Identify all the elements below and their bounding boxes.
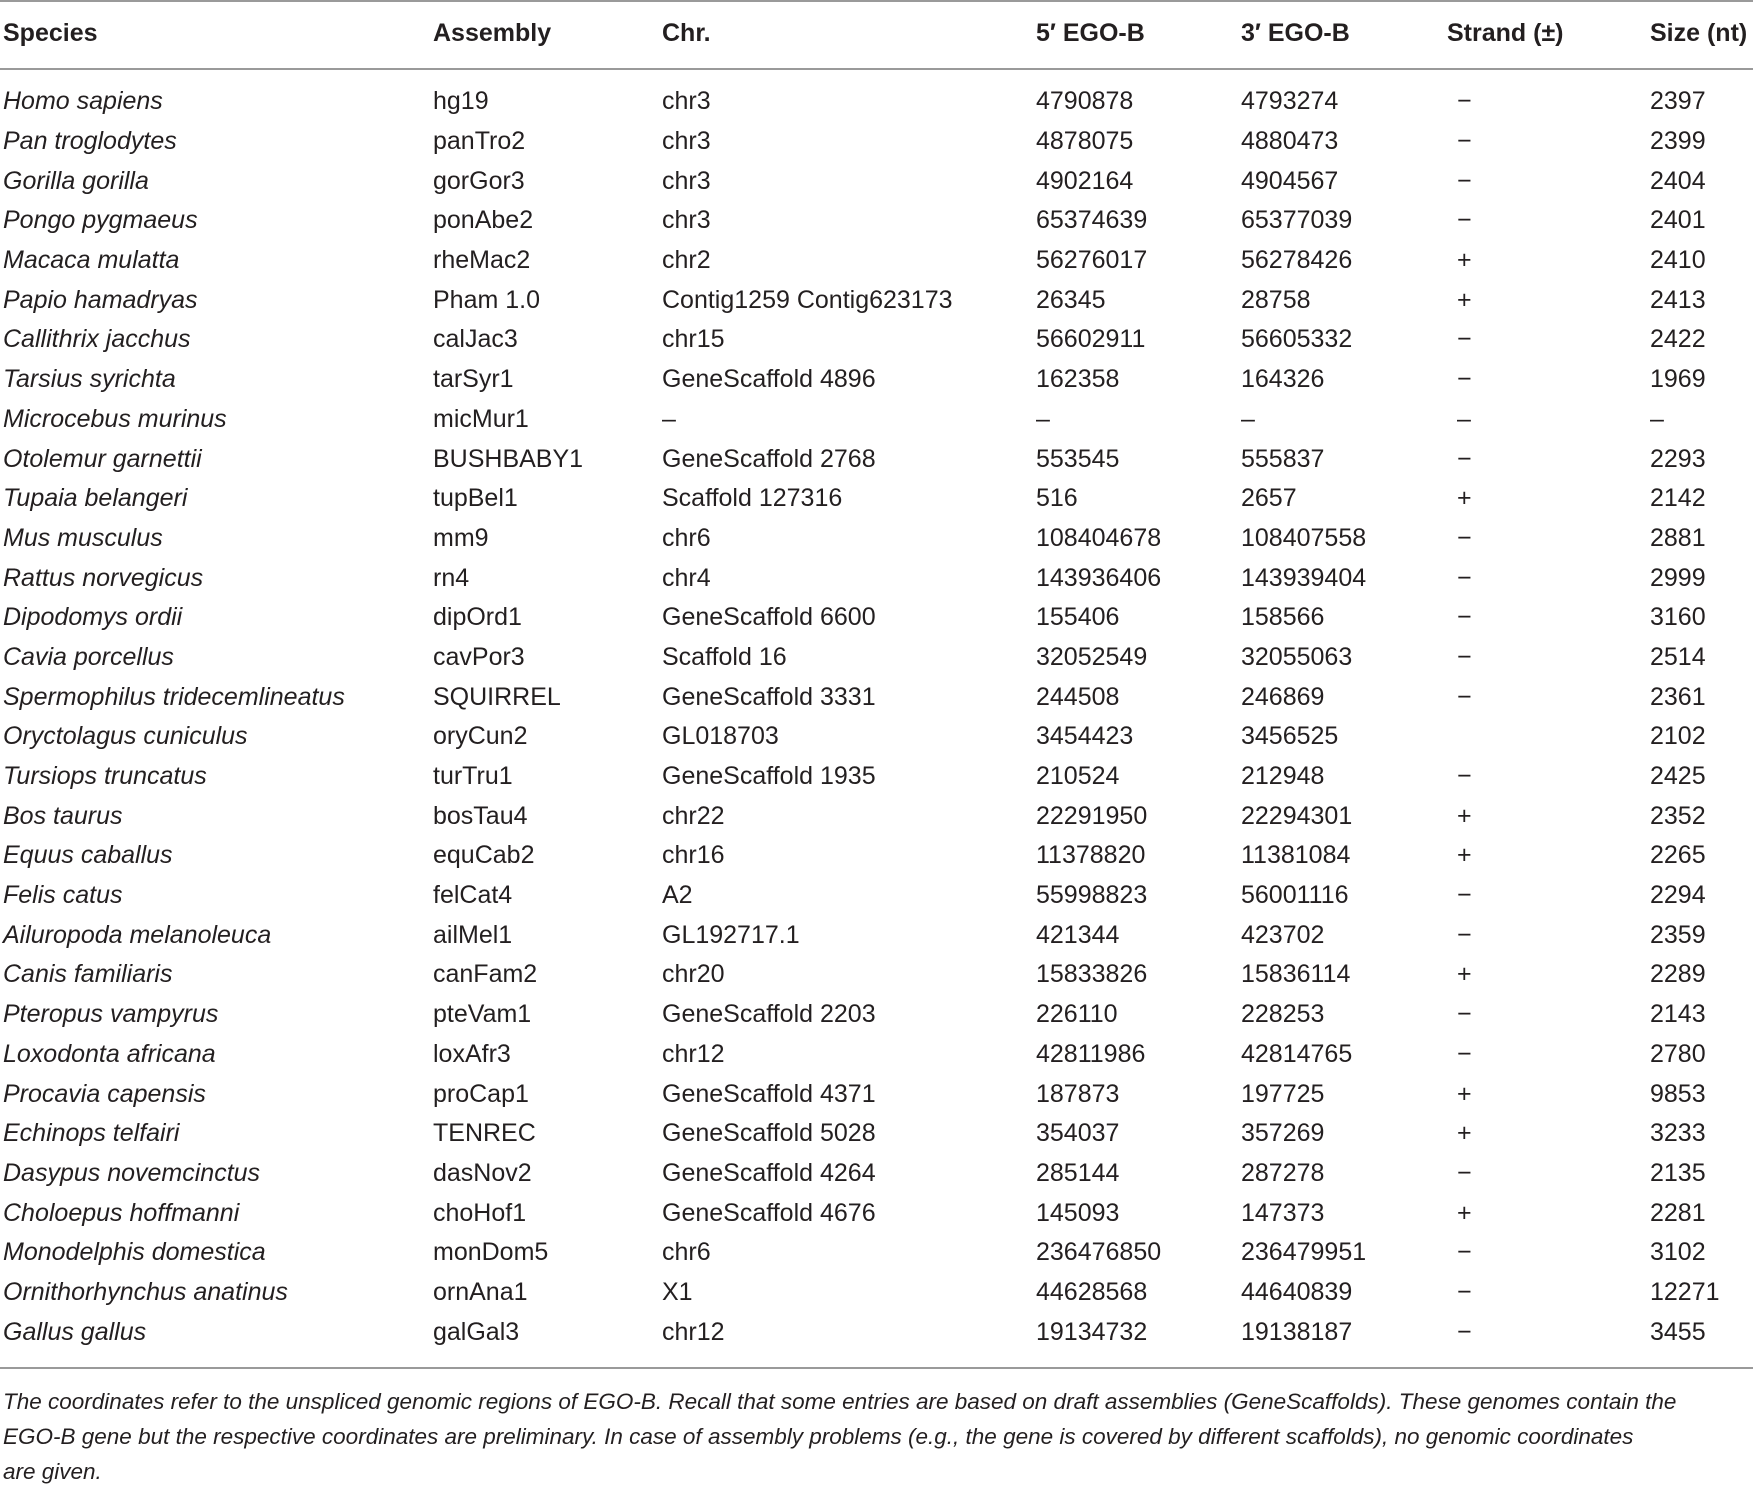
cell-chr: GeneScaffold 6600 [662,603,876,632]
cell-assembly: rn4 [433,563,470,592]
cell-size: 2401 [1650,206,1706,235]
cell-chr: chr20 [662,960,725,989]
cell-3prime-ego-b: – [1241,404,1255,433]
cell-strand: − [1457,325,1472,354]
table-row [0,320,1753,360]
cell-chr: GeneScaffold 1935 [662,762,876,791]
cell-strand: − [1457,1158,1472,1187]
cell-assembly: oryCun2 [433,722,528,751]
cell-assembly: bosTau4 [433,801,528,830]
cell-species: Felis catus [3,881,123,910]
cell-5prime-ego-b: 145093 [1036,1198,1120,1227]
cell-assembly: ponAbe2 [433,206,534,235]
table-row [0,876,1753,916]
table-row [0,519,1753,559]
cell-chr: GeneScaffold 4896 [662,365,876,394]
cell-species: Oryctolagus cuniculus [3,722,248,751]
cell-strand: − [1457,1039,1472,1068]
table-row [0,1074,1753,1114]
cell-5prime-ego-b: 4902164 [1036,166,1134,195]
cell-size: 2361 [1650,682,1706,711]
cell-species: Choloepus hoffmanni [3,1198,240,1227]
cell-species: Pongo pygmaeus [3,206,198,235]
cell-5prime-ego-b: 516 [1036,484,1078,513]
cell-species: Homo sapiens [3,87,163,116]
cell-size: 2397 [1650,87,1706,116]
cell-chr: chr16 [662,841,725,870]
footnote-line: The coordinates refer to the unspliced genomic regions of EGO-B. Recall that some entries are based on draft assemblies (GeneScaffolds). These genomes contain the [3,1389,1677,1414]
table-row [0,915,1753,955]
cell-species: Procavia capensis [3,1079,206,1108]
cell-strand: + [1457,246,1472,275]
table-bottom-rule [0,1367,1753,1369]
cell-strand: − [1457,365,1472,394]
cell-assembly: rheMac2 [433,246,531,275]
cell-species: Loxodonta africana [3,1039,216,1068]
cell-size: 2514 [1650,642,1706,671]
cell-3prime-ego-b: 143939404 [1241,563,1367,592]
cell-chr: chr6 [662,523,711,552]
cell-3prime-ego-b: 3456525 [1241,722,1339,751]
cell-species: Tupaia belangeri [3,484,188,513]
cell-strand: − [1457,881,1472,910]
cell-5prime-ego-b: 143936406 [1036,563,1162,592]
cell-size: – [1650,404,1664,433]
cell-assembly: choHof1 [433,1198,527,1227]
cell-assembly: felCat4 [433,881,513,910]
cell-assembly: ailMel1 [433,920,513,949]
table-row [0,1154,1753,1194]
cell-chr: Scaffold 127316 [662,484,843,513]
cell-assembly: panTro2 [433,127,526,156]
cell-5prime-ego-b: 32052549 [1036,642,1148,671]
cell-chr: GeneScaffold 4371 [662,1079,876,1108]
cell-5prime-ego-b: 244508 [1036,682,1120,711]
cell-3prime-ego-b: 44640839 [1241,1277,1353,1306]
table-row [0,677,1753,717]
cell-chr: Scaffold 16 [662,642,787,671]
cell-size: 2102 [1650,722,1706,751]
cell-5prime-ego-b: 3454423 [1036,722,1134,751]
cell-chr: chr3 [662,166,711,195]
cell-3prime-ego-b: 197725 [1241,1079,1325,1108]
cell-strand [1447,717,1650,757]
table-footnote [3,1384,1753,1489]
cell-3prime-ego-b: 423702 [1241,920,1325,949]
header-row [0,0,1753,66]
cell-size: 3233 [1650,1119,1706,1148]
table-row [0,955,1753,995]
table-row [0,1114,1753,1154]
cell-size: 2265 [1650,841,1706,870]
cell-assembly: BUSHBABY1 [433,444,584,473]
table-row [0,598,1753,638]
cell-3prime-ego-b: 246869 [1241,682,1325,711]
cell-3prime-ego-b: 28758 [1241,285,1311,314]
cell-strand: − [1457,166,1472,195]
cell-assembly: micMur1 [433,404,529,433]
table-row [0,280,1753,320]
table-row [0,400,1753,440]
table-row [0,201,1753,241]
cell-3prime-ego-b: 19138187 [1241,1317,1353,1346]
table-row [0,757,1753,797]
table-spacer [0,66,1753,82]
cell-strand: + [1457,801,1472,830]
cell-chr: chr22 [662,801,725,830]
table-row [0,638,1753,678]
cell-strand: − [1457,762,1472,791]
header-size: Size (nt) [1650,18,1748,47]
cell-size: 2135 [1650,1158,1706,1187]
cell-species: Callithrix jacchus [3,325,191,354]
cell-strand: − [1457,444,1472,473]
cell-5prime-ego-b: 210524 [1036,762,1120,791]
table-row [0,995,1753,1035]
cell-3prime-ego-b: 15836114 [1241,960,1351,989]
cell-assembly: dasNov2 [433,1158,532,1187]
cell-size: 2413 [1650,285,1706,314]
cell-size: 2281 [1650,1198,1706,1227]
cell-species: Rattus norvegicus [3,563,204,592]
cell-size: 2999 [1650,563,1706,592]
cell-chr: X1 [662,1277,693,1306]
cell-3prime-ego-b: 56278426 [1241,246,1353,275]
cell-3prime-ego-b: 56001116 [1241,881,1349,910]
table-header [0,0,1753,66]
cell-5prime-ego-b: 226110 [1036,1000,1118,1029]
cell-chr: GeneScaffold 3331 [662,682,876,711]
cell-3prime-ego-b: 4904567 [1241,166,1339,195]
cell-3prime-ego-b: 4793274 [1241,87,1339,116]
cell-5prime-ego-b: 42811986 [1036,1039,1146,1068]
cell-5prime-ego-b: 162358 [1036,365,1120,394]
cell-species: Microcebus murinus [3,404,227,433]
cell-species: Monodelphis domestica [3,1238,266,1267]
table-row [0,836,1753,876]
header-3prime-ego-b: 3′ EGO-B [1241,18,1350,47]
cell-5prime-ego-b: 236476850 [1036,1238,1162,1267]
cell-5prime-ego-b: 11378820 [1036,841,1146,870]
table-row [0,360,1753,400]
cell-chr: GeneScaffold 2203 [662,1000,876,1029]
cell-3prime-ego-b: 108407558 [1241,523,1367,552]
table-row [0,241,1753,281]
cell-strand: + [1457,841,1472,870]
cell-chr: A2 [662,881,693,910]
cell-5prime-ego-b: 354037 [1036,1119,1120,1148]
cell-assembly: tarSyr1 [433,365,514,394]
cell-chr: chr6 [662,1238,711,1267]
cell-chr: chr12 [662,1039,725,1068]
cell-strand: − [1457,1277,1472,1306]
cell-5prime-ego-b: 108404678 [1036,523,1162,552]
cell-assembly: turTru1 [433,762,513,791]
cell-chr: GeneScaffold 4264 [662,1158,876,1187]
cell-size: 2294 [1650,881,1706,910]
cell-size: 2780 [1650,1039,1706,1068]
cell-species: Echinops telfairi [3,1119,180,1148]
cell-assembly: Pham 1.0 [433,285,541,314]
cell-strand: − [1457,1238,1472,1267]
cell-strand: + [1457,1079,1472,1108]
cell-chr: chr3 [662,87,711,116]
cell-species: Tarsius syrichta [3,365,176,394]
cell-species: Ailuropoda melanoleuca [3,920,272,949]
cell-strand: − [1457,87,1472,116]
cell-size: 2422 [1650,325,1706,354]
cell-size: 12271 [1650,1277,1720,1306]
table-row [0,1035,1753,1075]
cell-species: Ornithorhynchus anatinus [3,1277,288,1306]
table-row [0,479,1753,519]
cell-5prime-ego-b: 4878075 [1036,127,1134,156]
cell-assembly: tupBel1 [433,484,518,513]
cell-species: Dipodomys ordii [3,603,183,632]
header-species: Species [3,18,98,47]
cell-species: Mus musculus [3,523,163,552]
table-row [0,1312,1753,1352]
cell-species: Gorilla gorilla [3,166,149,195]
cell-size: 3102 [1650,1238,1706,1267]
table-row [0,1193,1753,1233]
cell-size: 2410 [1650,246,1706,275]
cell-size: 2425 [1650,762,1706,791]
table-row [0,717,1753,757]
cell-3prime-ego-b: 164326 [1241,365,1325,394]
cell-strand: − [1457,1317,1472,1346]
cell-3prime-ego-b: 555837 [1241,444,1325,473]
cell-assembly: canFam2 [433,960,538,989]
cell-chr: Contig1259 Contig623173 [662,285,953,314]
cell-size: 1969 [1650,365,1706,394]
cell-chr: chr4 [662,563,711,592]
cell-size: 2881 [1650,523,1706,552]
cell-5prime-ego-b: 4790878 [1036,87,1134,116]
cell-5prime-ego-b: 26345 [1036,285,1106,314]
footnote-line: are given. [3,1459,102,1484]
cell-strand: − [1457,603,1472,632]
cell-assembly: dipOrd1 [433,603,522,632]
cell-size: 2289 [1650,960,1706,989]
table-row [0,558,1753,598]
cell-species: Otolemur garnettii [3,444,202,473]
cell-chr: GeneScaffold 5028 [662,1119,876,1148]
cell-5prime-ego-b: 65374639 [1036,206,1148,235]
cell-size: 2142 [1650,484,1706,513]
cell-5prime-ego-b: 187873 [1036,1079,1120,1108]
cell-assembly: mm9 [433,523,489,552]
cell-strand: − [1457,523,1472,552]
cell-5prime-ego-b: 56276017 [1036,246,1148,275]
table-row [0,439,1753,479]
cell-3prime-ego-b: 32055063 [1241,642,1353,671]
cell-3prime-ego-b: 158566 [1241,603,1325,632]
cell-strand: – [1457,404,1471,433]
table-row [0,161,1753,201]
cell-assembly: monDom5 [433,1238,549,1267]
cell-chr: chr12 [662,1317,725,1346]
cell-assembly: SQUIRREL [433,682,561,711]
cell-5prime-ego-b: 421344 [1036,920,1120,949]
cell-3prime-ego-b: 56605332 [1241,325,1353,354]
cell-species: Tursiops truncatus [3,762,207,791]
cell-chr: chr15 [662,325,725,354]
cell-chr: – [662,404,676,433]
cell-assembly: ornAna1 [433,1277,528,1306]
cell-5prime-ego-b: 553545 [1036,444,1120,473]
cell-strand: + [1457,960,1472,989]
cell-strand: − [1457,563,1472,592]
cell-assembly: TENREC [433,1119,536,1148]
cell-strand: − [1457,206,1472,235]
cell-species: Gallus gallus [3,1317,147,1346]
cell-3prime-ego-b: 22294301 [1241,801,1353,830]
header-assembly: Assembly [433,18,552,47]
cell-size: 9853 [1650,1079,1706,1108]
cell-species: Dasypus novemcinctus [3,1158,261,1187]
cell-size: 2352 [1650,801,1706,830]
cell-3prime-ego-b: 212948 [1241,762,1325,791]
cell-chr: GeneScaffold 2768 [662,444,876,473]
cell-assembly: proCap1 [433,1079,529,1108]
cell-5prime-ego-b: 15833826 [1036,960,1148,989]
cell-3prime-ego-b: 11381084 [1241,841,1351,870]
cell-strand: + [1457,484,1472,513]
cell-species: Cavia porcellus [3,642,174,671]
cell-5prime-ego-b: 22291950 [1036,801,1148,830]
cell-5prime-ego-b: 155406 [1036,603,1120,632]
header-chr: Chr. [662,18,711,47]
cell-3prime-ego-b: 357269 [1241,1119,1325,1148]
cell-assembly: gorGor3 [433,166,525,195]
cell-size: 3160 [1650,603,1706,632]
cell-3prime-ego-b: 2657 [1241,484,1297,513]
footnote-line: EGO-B gene but the respective coordinates are preliminary. In case of assembly problems (e.g., the gene is covered by different scaffolds), no genomic coordinates [3,1424,1634,1449]
cell-strand: − [1457,920,1472,949]
table-row [0,1233,1753,1273]
cell-assembly: cavPor3 [433,642,525,671]
cell-3prime-ego-b: 42814765 [1241,1039,1353,1068]
header-5prime-ego-b: 5′ EGO-B [1036,18,1145,47]
cell-size: 2143 [1650,1000,1706,1029]
cell-5prime-ego-b: 56602911 [1036,325,1146,354]
cell-assembly: galGal3 [433,1317,520,1346]
cell-3prime-ego-b: 236479951 [1241,1238,1367,1267]
cell-assembly: hg19 [433,87,489,116]
table-body [0,66,1753,1352]
cell-size: 3455 [1650,1317,1706,1346]
cell-size: 2293 [1650,444,1706,473]
table-row [0,82,1753,122]
cell-species: Papio hamadryas [3,285,198,314]
cell-species: Pteropus vampyrus [3,1000,219,1029]
cell-species: Pan troglodytes [3,127,177,156]
cell-assembly: calJac3 [433,325,518,354]
cell-species: Macaca mulatta [3,246,180,275]
cell-3prime-ego-b: 4880473 [1241,127,1339,156]
cell-5prime-ego-b: 285144 [1036,1158,1120,1187]
cell-size: 2399 [1650,127,1706,156]
cell-5prime-ego-b: 19134732 [1036,1317,1148,1346]
cell-chr: chr3 [662,206,711,235]
cell-strand: − [1457,127,1472,156]
cell-species: Equus caballus [3,841,173,870]
cell-chr: chr3 [662,127,711,156]
cell-size: 2404 [1650,166,1706,195]
cell-assembly: pteVam1 [433,1000,532,1029]
cell-species: Canis familiaris [3,960,173,989]
cell-3prime-ego-b: 287278 [1241,1158,1325,1187]
table-row [0,122,1753,162]
cell-species: Spermophilus tridecemlineatus [3,682,345,711]
cell-strand: + [1457,285,1472,314]
cell-size: 2359 [1650,920,1706,949]
cell-chr: GeneScaffold 4676 [662,1198,876,1227]
cell-5prime-ego-b: 44628568 [1036,1277,1148,1306]
cell-chr: GL018703 [662,722,779,751]
cell-species: Bos taurus [3,801,123,830]
cell-3prime-ego-b: 228253 [1241,1000,1325,1029]
cell-3prime-ego-b: 147373 [1241,1198,1325,1227]
cell-assembly: loxAfr3 [433,1039,511,1068]
table-row [0,1273,1753,1313]
cell-assembly: equCab2 [433,841,535,870]
cell-strand: − [1457,642,1472,671]
cell-strand: + [1457,1198,1472,1227]
cell-strand: − [1457,682,1472,711]
cell-5prime-ego-b: 55998823 [1036,881,1148,910]
cell-chr: GL192717.1 [662,920,800,949]
cell-3prime-ego-b: 65377039 [1241,206,1353,235]
cell-5prime-ego-b: – [1036,404,1050,433]
cell-strand: + [1457,1119,1472,1148]
table-row [0,796,1753,836]
cell-strand: − [1457,1000,1472,1029]
header-strand: Strand (±) [1447,18,1564,47]
cell-chr: chr2 [662,246,711,275]
